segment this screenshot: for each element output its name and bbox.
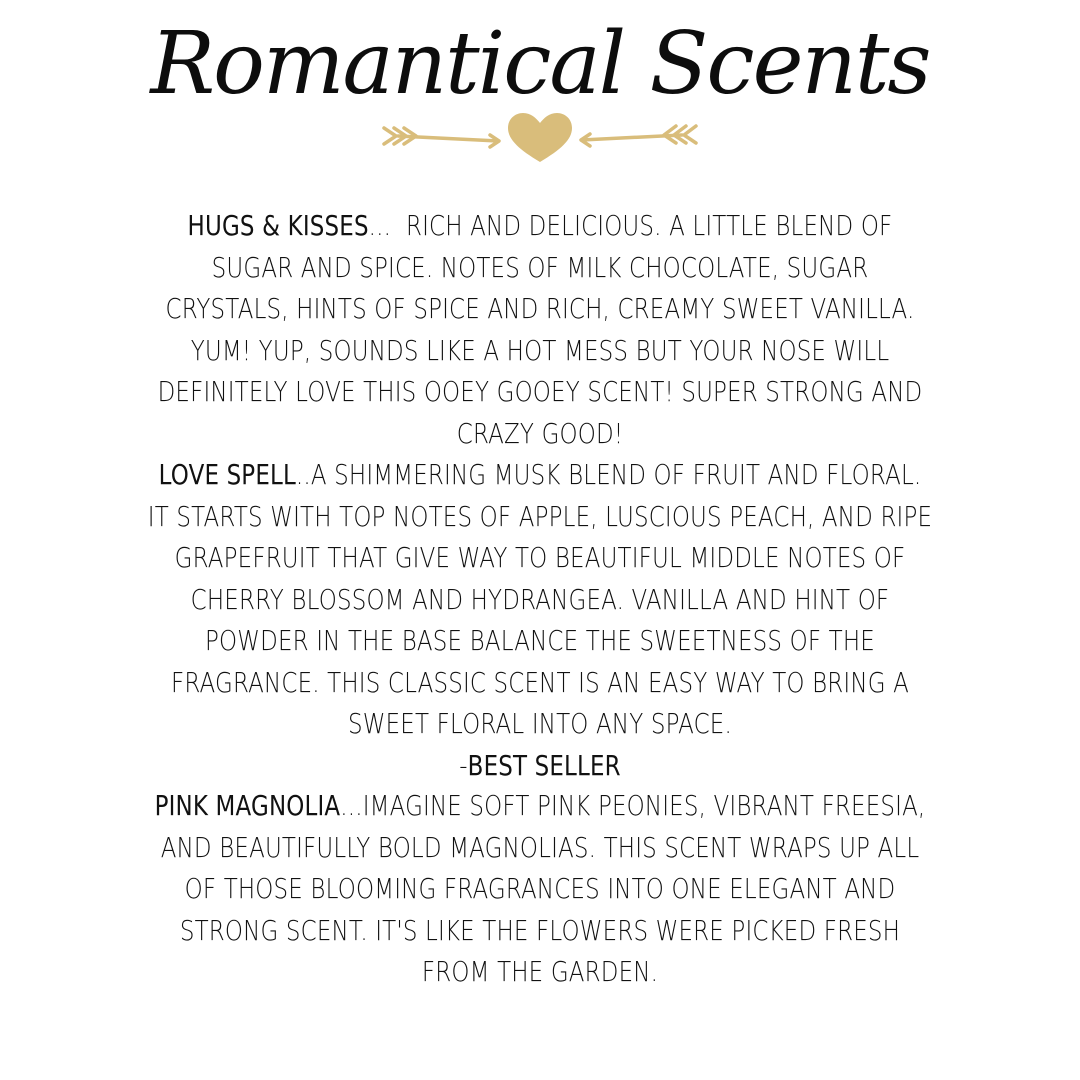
- scent-name: HUGS & KISSES: [187, 209, 369, 242]
- scent-description: A SHIMMERING MUSK BLEND OF FRUIT AND FLORAL. IT STARTS WITH TOP NOTES OF APPLE, LUSCIOUS PEACH, AND RIPE GRAPEFRUIT THAT GIVE WAY TO BEAUTIFUL MIDDLE NOTES OF CHERRY BLOSSOM AND HYDRANGEA. VANILLA AND HINT OF POWDER IN THE BASE BALANCE THE SWEETNESS OF THE FRAGRANCE. THIS CLASSIC SCENT IS AN EASY WAY TO BRING A SWEET FLORAL INTO ANY SPACE.: [147, 458, 933, 740]
- scent-separator: ...: [340, 789, 363, 822]
- scent-love-spell: [146, 454, 933, 786]
- scent-name: PINK MAGNOLIA: [154, 789, 341, 822]
- scent-description: IMAGINE SOFT PINK PEONIES, VIBRANT FREESIA, AND BEAUTIFULLY BOLD MAGNOLIAS. THIS SCENT WRAPS UP ALL OF THOSE BLOOMING FRAGRANCES INTO ONE ELEGANT AND STRONG SCENT. IT'S LIKE THE FLOWERS WERE PICKED FRESH FROM THE GARDEN.: [160, 789, 926, 988]
- page-title: Romantical Scents: [150, 14, 930, 114]
- scent-name: LOVE SPELL: [158, 458, 296, 491]
- best-seller-badge: BEST SELLER: [467, 748, 621, 782]
- badge-prefix: -: [459, 748, 468, 782]
- scent-separator: ..: [295, 458, 311, 491]
- scent-separator: ...: [368, 209, 407, 242]
- scent-description: RICH AND DELICIOUS. A LITTLE BLEND OF SUGAR AND SPICE. NOTES OF MILK CHOCOLATE, SUGAR CRYSTALS, HINTS OF SPICE AND RICH, CREAMY SWEET VANILLA. YUM! YUP, SOUNDS LIKE A HOT MESS BUT YOUR NOSE WILL DEFINITELY LOVE THIS OOEY GOOEY SCENT! SUPER STRONG AND CRAZY GOOD!: [157, 209, 923, 450]
- arrows-heart-divider-icon: [370, 110, 710, 170]
- scent-hugs-and-kisses: [146, 205, 933, 454]
- scent-pink-magnolia: [146, 785, 933, 993]
